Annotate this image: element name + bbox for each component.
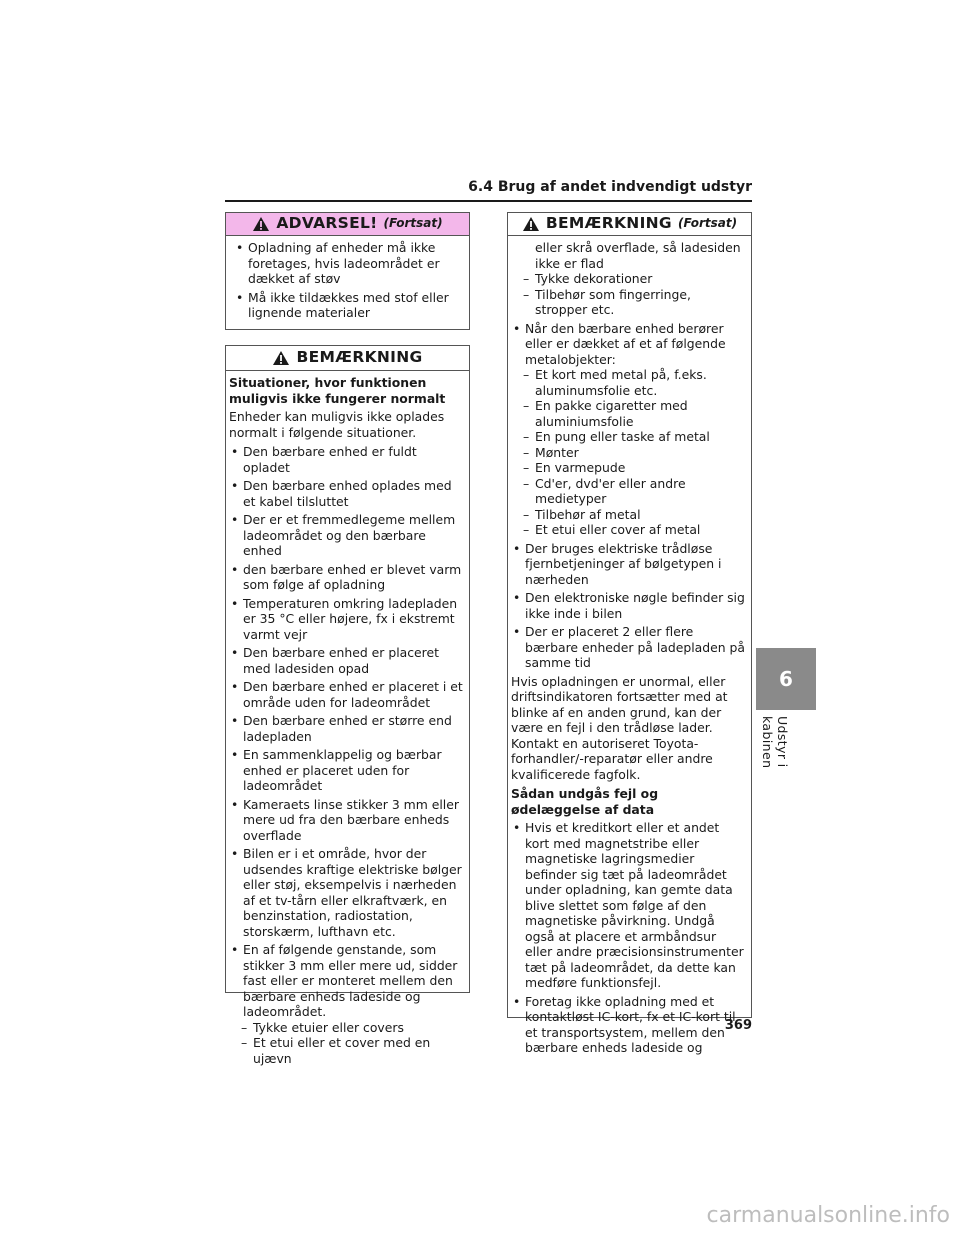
notice-dash-item: – Et etui eller et cover med en ujævn — [229, 1035, 463, 1066]
notice-bullet: • En af følgende genstande, som stikker 3 mm eller mere ud, sidder fast eller er monteret mellem den bærbare enheds ladeside og ladeområdet. — [229, 942, 463, 1020]
warning-bullet: • Må ikke tildækkes med stof eller lignende materialer — [234, 290, 463, 321]
dash-item: – Et kort med metal på, f.eks. aluminumsfolie etc. — [511, 367, 745, 398]
dash-item: – Mønter — [511, 445, 745, 461]
notice-bullet: • Den bærbare enhed er placeret med ladesiden opad — [229, 645, 463, 676]
page-number: 369 — [724, 1018, 752, 1033]
notice-bullet: • Den bærbare enhed er placeret i et område uden for ladeområdet — [229, 679, 463, 710]
bullet-item: • Foretag ikke opladning med et kontaktløst IC-kort, fx et IC-kort til et transportsystem, mellem den bærbare enheds ladeside og — [511, 994, 745, 1056]
bullet-item: • Når den bærbare enhed berører eller er dækket af et af følgende metalobjekter: — [511, 321, 745, 368]
notice-intro: Enheder kan muligvis ikke oplades normalt i følgende situationer. — [229, 409, 445, 440]
dash-item: – En pung eller taske af metal — [511, 429, 745, 445]
warning-bullet: • Opladning af enheder må ikke foretages, hvis ladeområdet er dækket af støv — [234, 240, 463, 287]
notice-bullet: • En sammenklappelig og bærbar enhed er placeret uden for ladeområdet — [229, 747, 463, 794]
notice-continued-title: BEMÆRKNING — [545, 214, 672, 233]
notice-dash-item: – Tykke etuier eller covers — [229, 1020, 463, 1036]
footer-watermark: carmanualsonline.info — [706, 1203, 950, 1228]
notice-bullet: • Temperaturen omkring ladepladen er 35 °C eller højere, fx i ekstremt varmt vejr — [229, 596, 463, 643]
warning-icon — [272, 350, 290, 366]
notice-box — [225, 345, 470, 1066]
dash-item: – Tilbehør som fingerringe, stropper etc. — [511, 287, 745, 318]
notice-bullet: • Kameraets linse stikker 3 mm eller mere ud fra den bærbare enheds overflade — [229, 797, 463, 844]
notice-continued-header — [508, 213, 751, 236]
notice-bullet: • Den bærbare enhed er større end ladepladen — [229, 713, 463, 744]
notice-title: BEMÆRKNING — [296, 348, 423, 367]
subheading: Sådan undgås fejl og ødelæggelse af data — [511, 786, 659, 817]
bullet-item: • Hvis et kreditkort eller et andet kort med magnetstribe eller magnetiske lagringsmedier befinder sig tæt på ladeområdet under opladning, kan gemte data blive slettet som følge af den magnetiske påvirkning. Undgå også at placere et armbåndsur eller andre præcisionsinstrumenter tæt på ladeområdet, da dette kan medføre funktionsfejl. — [511, 820, 745, 991]
notice-continued-subtitle: (Fortsat) — [677, 216, 738, 231]
notice-bullet: • den bærbare enhed er blevet varm som følge af opladning — [229, 562, 463, 593]
notice-bullet: • Den bærbare enhed oplades med et kabel tilsluttet — [229, 478, 463, 509]
bullet-item: • Der bruges elektriske trådløse fjernbetjeninger af bølgetypen i nærheden — [511, 541, 745, 588]
warning-title: ADVARSEL! — [276, 214, 378, 233]
notice-subheading: Situationer, hvor funktionen muligvis ikke fungerer normalt — [229, 375, 446, 406]
chapter-label: Udstyr i kabinen — [760, 716, 790, 769]
bullet-item: • Den elektroniske nøgle befinder sig ikke inde i bilen — [511, 590, 745, 621]
dash-item: – En varmepude — [511, 460, 745, 476]
dash-item: – Et etui eller cover af metal — [511, 522, 745, 538]
chapter-tab: 6 — [756, 648, 816, 710]
warning-icon — [252, 216, 270, 232]
bullet-item: • Der er placeret 2 eller flere bærbare enheder på ladepladen på samme tid — [511, 624, 745, 671]
dash-item: – En pakke cigaretter med aluminiumsfolie — [511, 398, 745, 429]
notice-bullet: • Bilen er i et område, hvor der udsendes kraftige elektriske bølger eller støj, eksempelvis i nærheden af et tv-tårn eller elkraftværk, en benzinstation, radiostation, storskærm, lufthavn etc. — [229, 846, 463, 939]
notice-bullet: • Der er et fremmedlegeme mellem ladeområdet og den bærbare enhed — [229, 512, 463, 559]
notice-bullet: • Den bærbare enhed er fuldt opladet — [229, 444, 463, 475]
dash-item: – Cd'er, dvd'er eller andre medietyper — [511, 476, 745, 507]
continued-text: eller skrå overflade, så ladesiden ikke er flad — [535, 240, 741, 271]
warning-box-header — [226, 213, 469, 236]
warning-subtitle: (Fortsat) — [383, 216, 443, 231]
section-header: 6.4 Brug af andet indvendigt udstyr — [225, 178, 752, 202]
dash-item: – Tykke dekorationer — [511, 271, 745, 287]
paragraph: Hvis opladningen er unormal, eller driftsindikatoren fortsætter med at blinke af en anden grund, kan der være en fejl i den trådløse lader. Kontakt en autoriseret Toyota-forhandler/-reparatør eller andre kvalificerede fagfolk. — [511, 673, 728, 782]
warning-icon — [522, 216, 540, 232]
dash-item: – Tilbehør af metal — [511, 507, 745, 523]
warning-box — [225, 212, 470, 330]
notice-box-header — [226, 346, 469, 371]
